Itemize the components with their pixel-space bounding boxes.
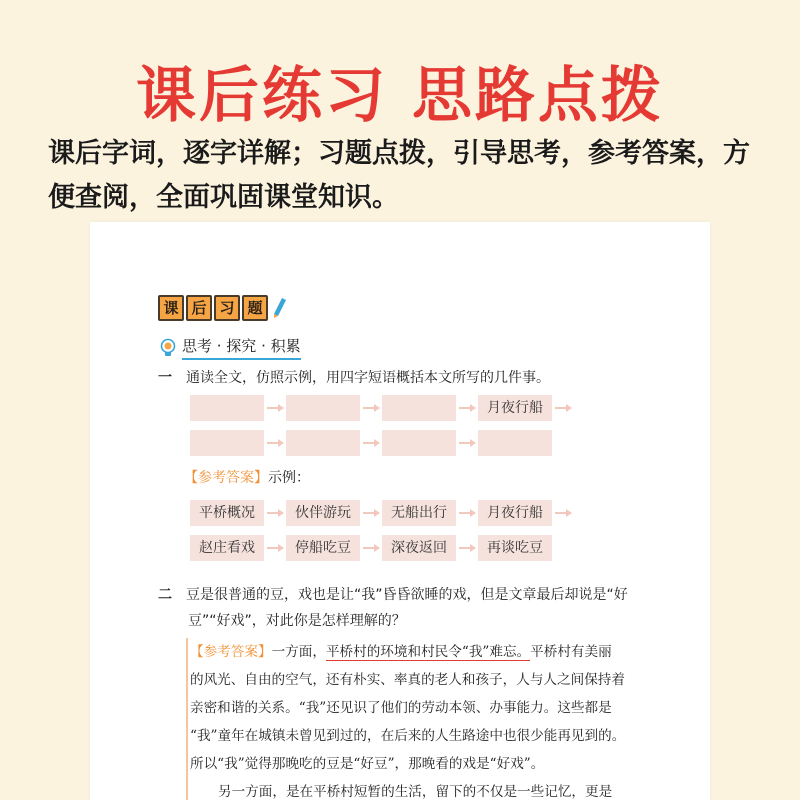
flow-box: 赵庄看戏 [190, 535, 264, 561]
arrow-icon [264, 508, 286, 518]
arrow-icon [264, 543, 286, 553]
flow-box [478, 430, 552, 456]
answer-line [188, 638, 648, 666]
banner-title: 课后练习 思路点拨 [136, 61, 664, 131]
arrow-icon [456, 438, 478, 448]
answer-tag: 【参考答案】 [190, 644, 272, 660]
banner-subtitle: 课后字词，逐字详解；习题点拨，引导思考，参考答案，方便查阅，全面巩固课堂知识。 [48, 138, 750, 213]
think-label: 思考 · 探究 · 积累 [182, 335, 301, 360]
flow-box [382, 430, 456, 456]
answer-line: 亲密和谐的关系。“我”还见识了他们的劳动本领、办事能力。这些都是 [190, 700, 612, 716]
flow-box: 平桥概况 [190, 500, 264, 526]
arrow-icon [456, 543, 478, 553]
flow-box [382, 395, 456, 421]
section-title [158, 295, 287, 321]
arrow-icon [552, 403, 574, 413]
flow-box: 再谈吃豆 [478, 535, 552, 561]
answer-tag: 【参考答案】 [184, 470, 268, 486]
answer-line: 另一方面，是在平桥村短暂的生活，留下的不仅是一些记忆，更是 [218, 784, 613, 800]
arrow-icon [360, 403, 382, 413]
question-2 [158, 582, 658, 634]
arrow-icon [264, 438, 286, 448]
answer-line: “我”童年在城镇未曾见到过的，在后来的人生路途中也很少能再见到的。 [190, 728, 626, 744]
flow-box: 伙伴游玩 [286, 500, 360, 526]
question-number: 二 [158, 587, 172, 603]
arrow-icon [360, 543, 382, 553]
answer-label-1 [184, 467, 310, 487]
answer-underlined-text: 平桥村的环境和村民令“我”难忘。 [325, 644, 531, 660]
flow-box [286, 395, 360, 421]
arrow-icon [264, 403, 286, 413]
flow-box [286, 430, 360, 456]
section-title-char: 题 [242, 295, 268, 321]
arrow-icon [360, 438, 382, 448]
flow-box [190, 395, 264, 421]
think-heading [158, 335, 301, 360]
arrow-icon [456, 508, 478, 518]
pencil-icon [273, 297, 287, 319]
flow-row-blank-1 [190, 395, 574, 421]
arrow-icon [360, 508, 382, 518]
lightbulb-icon [158, 338, 178, 358]
question-text: 通读全文，仿照示例，用四字短语概括本文所写的几件事。 [186, 370, 550, 386]
flow-box: 无船出行 [382, 500, 456, 526]
flow-box: 月夜行船 [478, 395, 552, 421]
flow-box: 深夜返回 [382, 535, 456, 561]
flow-row-answer-2 [190, 535, 552, 561]
flow-row-answer-1 [190, 500, 574, 526]
flow-box [190, 430, 264, 456]
answer-suffix: 示例： [268, 470, 310, 486]
flow-row-blank-2 [190, 430, 552, 456]
question-text-line: 豆是很普通的豆，戏也是让“我”昏昏欲睡的戏，但是文章最后却说是“好 [186, 587, 628, 603]
question-number: 一 [158, 370, 172, 386]
answer-line: 的风光、自由的空气，还有朴实、率真的老人和孩子，人与人之间保持着 [190, 672, 625, 688]
textbook-page [90, 222, 710, 800]
question-text-line: 豆”“好戏”，对此你是怎样理解的？ [188, 613, 406, 629]
answer-line: 所以“我”觉得那晚吃的豆是“好豆”，那晚看的戏是“好戏”。 [190, 756, 545, 772]
flow-box: 月夜行船 [478, 500, 552, 526]
answer-text: 平桥村有美丽 [530, 644, 612, 660]
arrow-icon [456, 403, 478, 413]
flow-box: 停船吃豆 [286, 535, 360, 561]
answer-2 [186, 638, 648, 800]
question-1 [158, 367, 550, 387]
arrow-icon [552, 508, 574, 518]
answer-text: 一方面， [271, 644, 326, 660]
section-title-char: 习 [214, 295, 240, 321]
section-title-char: 课 [158, 295, 184, 321]
section-title-char: 后 [186, 295, 212, 321]
